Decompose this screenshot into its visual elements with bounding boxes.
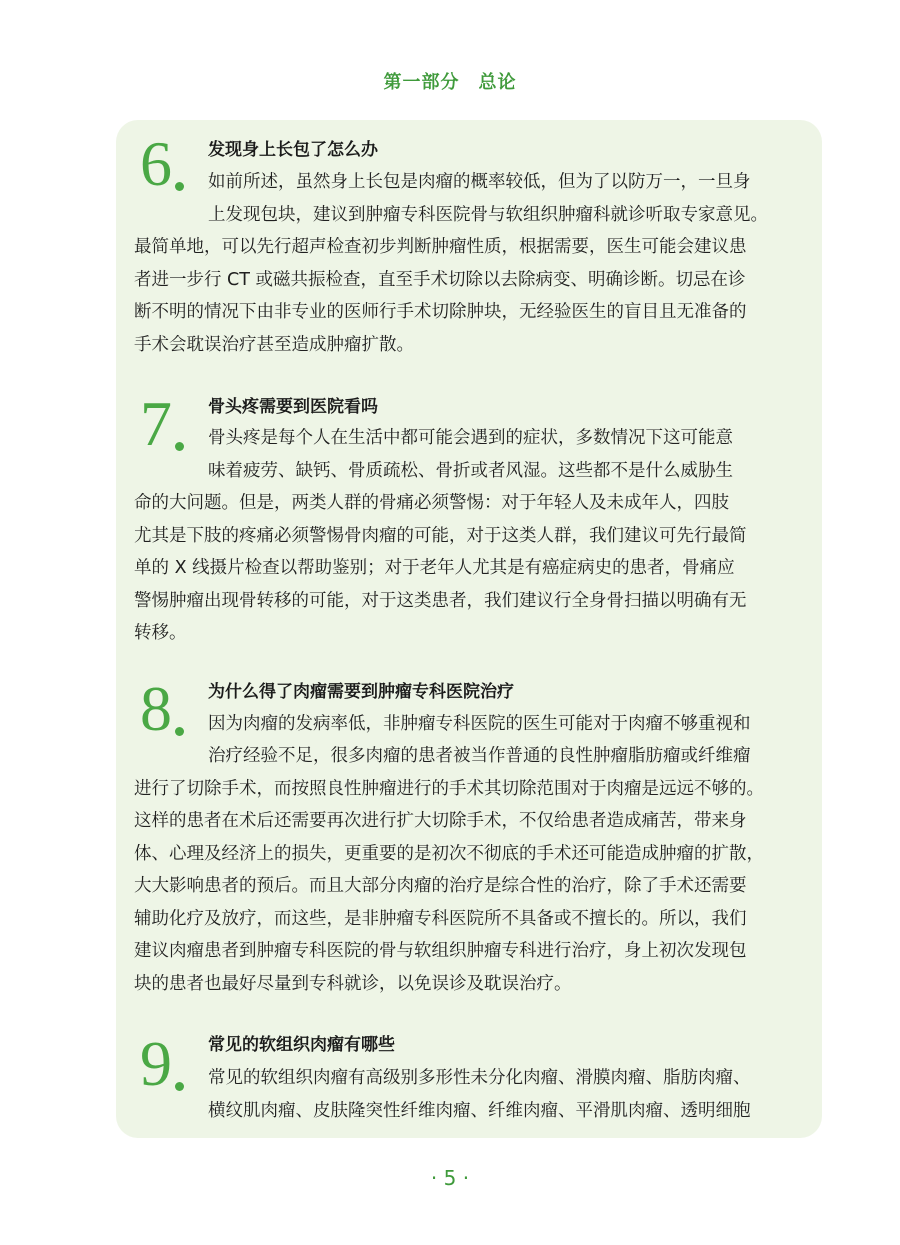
paragraph-line: 尤其是下肢的疼痛必须警惕骨肉瘤的可能，对于这类人群，我们建议可先行最简 <box>134 526 747 546</box>
paragraph-line: 骨头疼是每个人在生活中都可能会遇到的症状，多数情况下这可能意 <box>208 428 733 448</box>
paragraph-line: 治疗经验不足，很多肉瘤的患者被当作普通的良性肿瘤脂肪瘤或纤维瘤 <box>208 746 751 766</box>
paragraph-line: 横纹肌肉瘤、皮肤隆突性纤维肉瘤、纤维肉瘤、平滑肌肉瘤、透明细胞 <box>208 1101 751 1121</box>
paragraph-line: 如前所述，虽然身上长包是肉瘤的概率较低，但为了以防万一，一旦身 <box>208 172 751 192</box>
paragraph-line: 味着疲劳、缺钙、骨质疏松、骨折或者风湿。这些都不是什么威胁生 <box>208 461 733 481</box>
paragraph-line: 因为肉瘤的发病率低，非肿瘤专科医院的医生可能对于肉瘤不够重视和 <box>208 714 751 734</box>
section-heading: 发现身上长包了怎么办 <box>208 140 378 160</box>
paragraph-line: 手术会耽误治疗甚至造成肿瘤扩散。 <box>134 335 414 355</box>
paragraph-line: 进行了切除手术，而按照良性肿瘤进行的手术其切除范围对于肉瘤是远远不够的。 <box>134 779 764 799</box>
section-number-dot <box>175 1082 184 1091</box>
section-number: 7 <box>140 388 172 459</box>
paragraph-line: 警惕肿瘤出现骨转移的可能，对于这类患者，我们建议行全身骨扫描以明确有无 <box>134 591 747 611</box>
paragraph-line: 大大影响患者的预后。而且大部分肉瘤的治疗是综合性的治疗，除了手术还需要 <box>134 876 747 896</box>
paragraph-line: 单的 X 线摄片检查以帮助鉴别；对于老年人尤其是有癌症病史的患者，骨痛应 <box>134 558 735 578</box>
running-title: 第一部分 总论 <box>383 72 517 93</box>
section-number: 8 <box>140 673 172 744</box>
content-panel <box>116 120 822 1138</box>
section-number-dot <box>175 182 184 191</box>
section-number-dot <box>175 442 184 451</box>
section-heading: 骨头疼需要到医院看吗 <box>208 397 378 417</box>
paragraph-line: 者进一步行 CT 或磁共振检查，直至手术切除以去除病变、明确诊断。切忌在诊 <box>134 270 746 290</box>
paragraph-line: 体、心理及经济上的损失，更重要的是初次不彻底的手术还可能造成肿瘤的扩散， <box>134 844 764 864</box>
section-number-dot <box>175 727 184 736</box>
paragraph-line: 最简单地，可以先行超声检查初步判断肿瘤性质，根据需要，医生可能会建议患 <box>134 237 747 257</box>
paragraph-line: 断不明的情况下由非专业的医师行手术切除肿块，无经验医生的盲目且无准备的 <box>134 302 747 322</box>
page-number: · 5 · <box>430 1166 470 1190</box>
paragraph-line: 辅助化疗及放疗，而这些，是非肿瘤专科医院所不具备或不擅长的。所以，我们 <box>134 909 747 929</box>
section-number: 9 <box>140 1028 172 1099</box>
paragraph-line: 块的患者也最好尽量到专科就诊，以免误诊及耽误治疗。 <box>134 974 572 994</box>
paragraph-line: 上发现包块，建议到肿瘤专科医院骨与软组织肿瘤科就诊听取专家意见。 <box>208 205 768 225</box>
paragraph-line: 这样的患者在术后还需要再次进行扩大切除手术，不仅给患者造成痛苦，带来身 <box>134 811 747 831</box>
paragraph-line: 转移。 <box>134 623 187 643</box>
paragraph-line: 常见的软组织肉瘤有高级别多形性未分化肉瘤、滑膜肉瘤、脂肪肉瘤、 <box>208 1068 751 1088</box>
section-number: 6 <box>140 128 172 199</box>
paragraph-line: 命的大问题。但是，两类人群的骨痛必须警惕：对于年轻人及未成年人，四肢 <box>134 493 729 513</box>
section-heading: 为什么得了肉瘤需要到肿瘤专科医院治疗 <box>208 682 514 702</box>
paragraph-line: 建议肉瘤患者到肿瘤专科医院的骨与软组织肿瘤专科进行治疗，身上初次发现包 <box>134 941 747 961</box>
section-heading: 常见的软组织肉瘤有哪些 <box>208 1035 395 1055</box>
